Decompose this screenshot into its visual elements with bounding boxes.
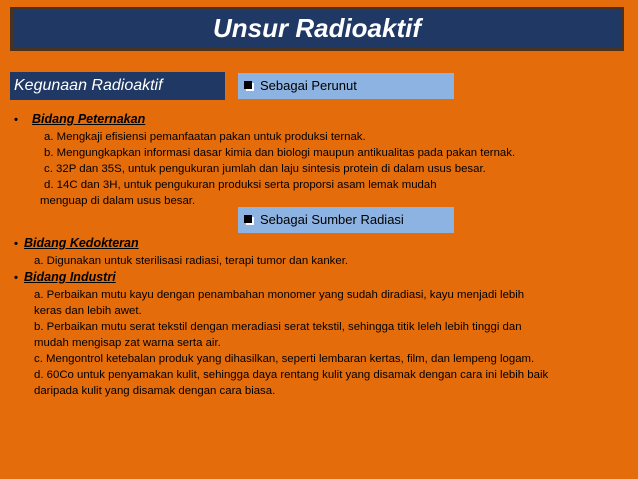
heading-peternakan: Bidang Peternakan	[32, 112, 146, 126]
list-item: d. 14C dan 3H, untuk pengukuran produksi serta proporsi asam lemak mudah	[44, 179, 437, 191]
bullet-icon: •	[14, 114, 18, 126]
tag-perunut	[238, 73, 454, 99]
section-industri	[14, 268, 624, 399]
heading-kedokteran: Bidang Kedokteran	[24, 236, 139, 250]
list-item: d. 60Co untuk penyamakan kulit, sehingga daya rentang kulit yang disamak dengan cara ini lebih baik	[34, 369, 549, 381]
list-item: b. Perbaikan mutu serat tekstil dengan meradiasi serat tekstil, sehingga titik leleh lebih tinggi dan	[34, 321, 522, 333]
bullet-icon: •	[14, 238, 18, 250]
list-item: c. 32P dan 35S, untuk pengukuran jumlah dan laju sintesis protein di dalam usus besar.	[44, 163, 486, 175]
list-item: menguap di dalam usus besar.	[40, 195, 196, 207]
tag-sumber-radiasi-label: Sebagai Sumber Radiasi	[260, 212, 404, 227]
list-item: a. Mengkaji efisiensi pemanfaatan pakan untuk produksi ternak.	[44, 131, 366, 143]
tag-sumber-radiasi	[238, 207, 454, 233]
list-item: keras dan lebih awet.	[34, 305, 142, 317]
list-item: daripada kulit yang disamak dengan cara biasa.	[34, 385, 276, 397]
section-kedokteran	[14, 234, 614, 269]
list-item: a. Perbaikan mutu kayu dengan penambahan monomer yang sudah diradiasi, kayu menjadi lebih	[34, 289, 525, 301]
list-item: b. Mengungkapkan informasi dasar kimia dan biologi maupun antikualitas pada pakan ternak.	[44, 147, 516, 159]
checkbox-bullet-icon	[244, 81, 252, 89]
slide-title: Unsur Radioaktif	[212, 13, 422, 43]
bullet-icon: •	[14, 272, 18, 284]
heading-industri: Bidang Industri	[24, 270, 116, 284]
subtitle-bar	[10, 72, 225, 100]
section-heading-peternakan	[14, 110, 614, 129]
list-item: c. Mengontrol ketebalan produk yang dihasilkan, seperti lembaran kertas, film, dan lempeng logam.	[34, 353, 535, 365]
title-bar	[10, 7, 624, 51]
section-heading-kedokteran	[14, 234, 614, 253]
list-item: mudah mengisap zat warna serta air.	[34, 337, 221, 349]
section-peternakan	[14, 110, 614, 209]
list-item: a. Digunakan untuk sterilisasi radiasi, terapi tumor dan kanker.	[34, 255, 349, 267]
tag-perunut-label: Sebagai Perunut	[260, 78, 357, 93]
checkbox-bullet-icon	[244, 215, 252, 223]
subtitle-text: Kegunaan Radioaktif	[14, 77, 163, 94]
section-heading-industri	[14, 268, 624, 287]
